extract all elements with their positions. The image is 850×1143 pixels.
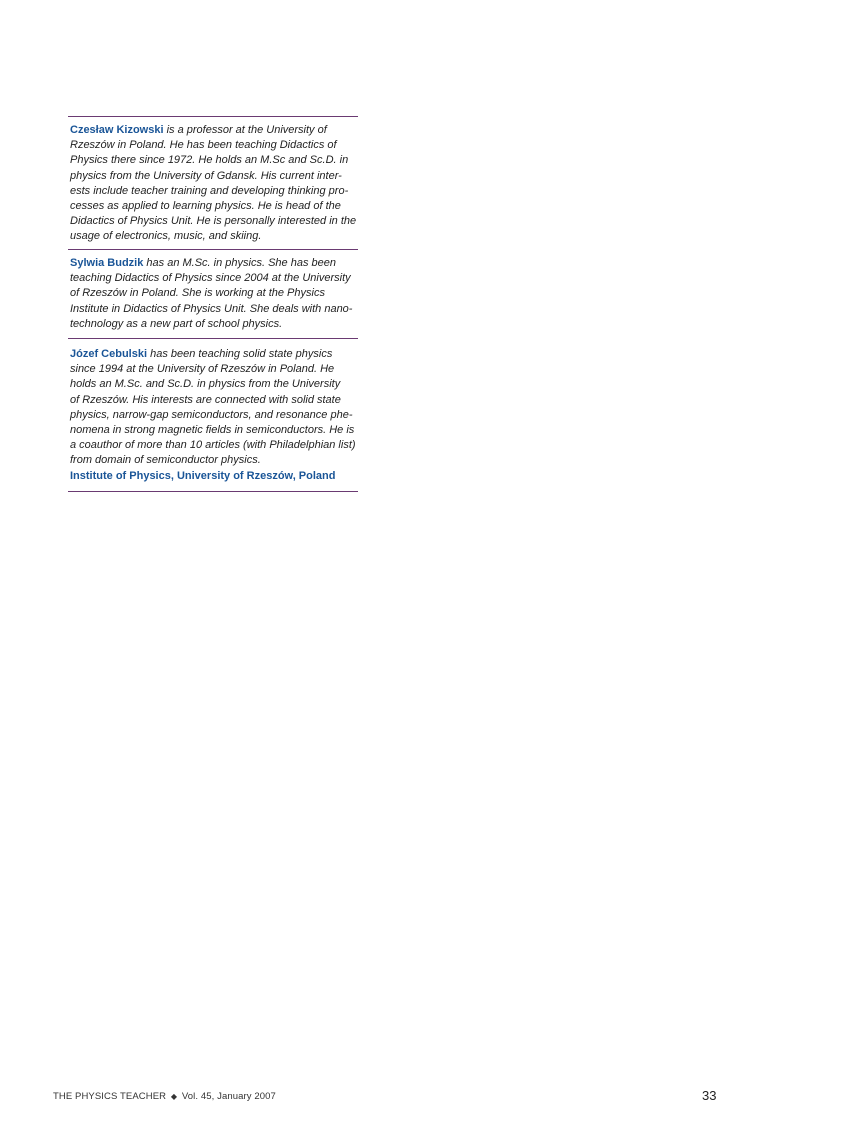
diamond-separator-icon: ◆ [170, 1092, 178, 1101]
author-bio-cebulski [70, 347, 390, 484]
author-name: Czesław Kizowski [70, 124, 164, 136]
bio-line: nomena in strong magnetic fields in semiconductors. He is [70, 424, 355, 437]
bio-line: technology as a new part of school physics. [70, 317, 283, 330]
bio-line: Physics there since 1972. He holds an M.Sc and Sc.D. in [70, 154, 349, 167]
bio-line: cesses as applied to learning physics. He is head of the [70, 200, 341, 213]
bio-line: teaching Didactics of Physics since 2004 at the University [70, 272, 351, 285]
author-bio-budzik [70, 256, 390, 332]
bio-line: ests include teacher training and developing thinking pro- [70, 184, 349, 197]
issue-info: Vol. 45, January 2007 [181, 1091, 276, 1102]
bio-line: of Rzeszów in Poland. She is working at the Physics [70, 287, 325, 300]
running-footer [53, 1091, 276, 1102]
bio-line: physics, narrow-gap semiconductors, and resonance phe- [70, 408, 353, 421]
bio-line: Sylwia Budzik has an M.Sc. in physics. She has been [70, 257, 336, 269]
author-name: Józef Cebulski [70, 348, 148, 360]
author-bio-kizowski [70, 123, 390, 245]
bio-line: Rzeszów in Poland. He has been teaching Didactics of [70, 139, 337, 152]
author-name: Sylwia Budzik [70, 257, 144, 269]
bio-line: Józef Cebulski has been teaching solid state physics [70, 348, 333, 360]
bio-line: physics from the University of Gdansk. His current inter- [70, 169, 342, 182]
bio-line: Didactics of Physics Unit. He is personally interested in the [70, 215, 357, 228]
bio-line: Czesław Kizowski is a professor at the University of [70, 124, 327, 136]
divider-rule [68, 116, 358, 117]
journal-name: THE PHYSICS TEACHER [53, 1091, 167, 1102]
affiliation: Institute of Physics, University of Rzeszów, Poland [70, 469, 336, 482]
divider-rule [68, 338, 358, 339]
bio-line: Institute in Didactics of Physics Unit. She deals with nano- [70, 302, 353, 315]
bio-line: holds an M.Sc. and Sc.D. in physics from the University [70, 378, 341, 391]
bio-line: of Rzeszów. His interests are connected with solid state [70, 393, 341, 406]
bio-line: a coauthor of more than 10 articles (with Philadelphian list) [70, 439, 356, 452]
bio-line: usage of electronics, music, and skiing. [70, 230, 262, 243]
divider-rule [68, 491, 358, 492]
page-number: 33 [702, 1088, 717, 1103]
divider-rule [68, 249, 358, 250]
bio-line: since 1994 at the University of Rzeszów in Poland. He [70, 363, 335, 376]
bio-line: from domain of semiconductor physics. [70, 454, 261, 467]
